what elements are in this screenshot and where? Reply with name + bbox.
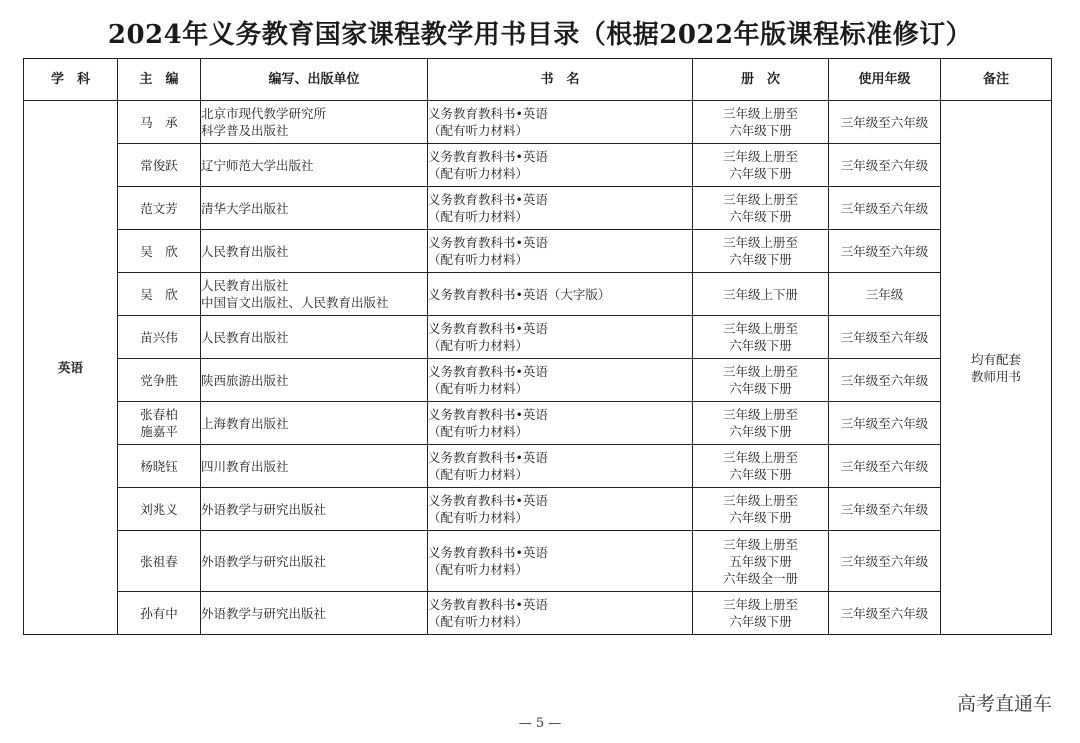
book-title-cell-line: （配有听力材料）: [428, 510, 529, 525]
table-row: [24, 273, 1052, 316]
volume-cell: [693, 402, 829, 445]
publisher-cell: [201, 445, 428, 488]
book-title-cell: [428, 592, 693, 635]
book-title-cell: [428, 187, 693, 230]
publisher-cell: [201, 531, 428, 592]
publisher-cell: [201, 402, 428, 445]
editor-cell-line: 杨晓钰: [140, 458, 178, 474]
book-title-cell-line: （配有听力材料）: [428, 252, 529, 267]
grade-cell: 三年级至六年级: [829, 187, 941, 230]
book-title-cell-line: （配有听力材料）: [428, 467, 529, 482]
editor-cell: [118, 273, 201, 316]
book-title-cell-line: （配有听力材料）: [428, 209, 529, 224]
book-title-cell: [428, 402, 693, 445]
volume-cell-line: 六年级全一册: [722, 570, 798, 586]
editor-cell: [118, 230, 201, 273]
editor-cell: [118, 101, 201, 144]
editor-cell-line: 吴 欣: [140, 286, 178, 302]
subject-cell: 英语: [24, 101, 118, 635]
editor-cell-line: 范文芳: [140, 200, 178, 216]
publisher-cell-line: 外语教学与研究出版社: [201, 501, 327, 517]
page-title: 2024年义务教育国家课程教学用书目录（根据2022年版课程标准修订）: [107, 20, 973, 50]
editor-cell: [118, 359, 201, 402]
publisher-cell-line: 人民教育出版社: [201, 329, 289, 345]
publisher-cell-line: 陕西旅游出版社: [201, 372, 289, 388]
header-remark: 备注: [941, 59, 1052, 101]
book-title-cell-line: （配有听力材料）: [428, 123, 529, 138]
grade-cell: 三年级至六年级: [829, 592, 941, 635]
header-subject: 学 科: [24, 59, 118, 101]
editor-cell-line: 张春柏: [140, 407, 178, 422]
publisher-cell: [201, 488, 428, 531]
editor-cell-line: 苗兴伟: [140, 329, 178, 345]
volume-cell-line: 六年级下册: [729, 209, 792, 224]
remark-line: 教师用书: [970, 368, 1021, 384]
book-title-cell: [428, 273, 693, 316]
editor-cell-line: 施嘉平: [140, 424, 178, 439]
book-title-cell: [428, 359, 693, 402]
book-title-cell-line: （配有听力材料）: [428, 614, 529, 629]
publisher-cell: [201, 273, 428, 316]
volume-cell-line: 三年级上册至: [722, 536, 798, 552]
remark-cell: [941, 101, 1052, 635]
header-grade: 使用年级: [829, 59, 941, 101]
editor-cell: [118, 445, 201, 488]
book-title-cell-line: 义务教育教科书•英语: [428, 407, 548, 422]
editor-cell: [118, 402, 201, 445]
book-title-cell-line: （配有听力材料）: [428, 562, 529, 577]
editor-cell-line: 常俊跃: [140, 157, 178, 173]
volume-cell-line: 六年级下册: [729, 424, 792, 439]
volume-cell-line: 三年级上册至: [722, 106, 798, 121]
book-title-cell-line: 义务教育教科书•英语: [428, 149, 548, 164]
grade-cell: 三年级至六年级: [829, 531, 941, 592]
volume-cell: [693, 273, 829, 316]
volume-cell-line: 六年级下册: [729, 510, 792, 525]
book-title-cell: [428, 144, 693, 187]
editor-cell-line: 张祖春: [140, 553, 178, 569]
volume-cell-line: 三年级上册至: [722, 192, 798, 207]
volume-cell-line: 三年级上下册: [722, 286, 798, 302]
publisher-cell-line: 外语教学与研究出版社: [201, 605, 327, 621]
book-title-cell: [428, 488, 693, 531]
publisher-cell-line: 科学普及出版社: [201, 123, 289, 138]
book-title-cell-line: 义务教育教科书•英语: [428, 192, 548, 207]
volume-cell: [693, 187, 829, 230]
book-title-cell-line: 义务教育教科书•英语: [428, 493, 548, 508]
volume-cell: [693, 101, 829, 144]
book-title-cell-line: （配有听力材料）: [428, 424, 529, 439]
volume-cell-line: 六年级下册: [729, 166, 792, 181]
publisher-cell-line: 辽宁师范大学出版社: [201, 157, 314, 173]
publisher-cell-line: 北京市现代教学研究所: [201, 106, 327, 121]
editor-cell: [118, 316, 201, 359]
book-title-cell-line: （配有听力材料）: [428, 338, 529, 353]
header-editor: 主 编: [118, 59, 201, 101]
editor-cell-line: 孙有中: [140, 605, 178, 621]
book-title-cell: [428, 101, 693, 144]
publisher-cell-line: 四川教育出版社: [201, 458, 289, 474]
table-row: [24, 230, 1052, 273]
table-row: [24, 101, 1052, 144]
book-title-cell-line: 义务教育教科书•英语: [428, 106, 548, 121]
book-title-cell-line: 义务教育教科书•英语: [428, 545, 548, 560]
book-title-cell-line: 义务教育教科书•英语: [428, 235, 548, 250]
header-volume: 册 次: [693, 59, 829, 101]
table-row: [24, 187, 1052, 230]
publisher-cell: [201, 101, 428, 144]
table-row: [24, 531, 1052, 592]
volume-cell-line: 三年级上册至: [722, 597, 798, 612]
editor-cell: [118, 531, 201, 592]
volume-cell: [693, 592, 829, 635]
publisher-cell: [201, 144, 428, 187]
table-row: [24, 144, 1052, 187]
table-row: [24, 592, 1052, 635]
publisher-cell-line: 中国盲文出版社、人民教育出版社: [201, 295, 389, 310]
volume-cell: [693, 359, 829, 402]
grade-cell: 三年级至六年级: [829, 101, 941, 144]
editor-cell: [118, 488, 201, 531]
volume-cell-line: 六年级下册: [729, 252, 792, 267]
book-title-cell: [428, 316, 693, 359]
volume-cell-line: 六年级下册: [729, 467, 792, 482]
grade-cell: 三年级至六年级: [829, 488, 941, 531]
header-publisher: 编写、出版单位: [201, 59, 428, 101]
page-number: — 5 —: [518, 716, 562, 731]
volume-cell-line: 三年级上册至: [722, 321, 798, 336]
editor-cell-line: 党争胜: [140, 372, 178, 388]
editor-cell: [118, 144, 201, 187]
grade-cell: 三年级至六年级: [829, 316, 941, 359]
grade-cell: 三年级: [829, 273, 941, 316]
publisher-cell: [201, 359, 428, 402]
editor-cell-line: 吴 欣: [140, 243, 178, 259]
publisher-cell-line: 外语教学与研究出版社: [201, 553, 327, 569]
book-title-cell: [428, 230, 693, 273]
grade-cell: 三年级至六年级: [829, 230, 941, 273]
editor-cell-line: 马 承: [140, 114, 178, 130]
volume-cell-line: 六年级下册: [729, 338, 792, 353]
textbook-catalog-table: [23, 58, 1052, 635]
table-row: [24, 359, 1052, 402]
remark-line: 均有配套: [970, 351, 1021, 367]
editor-cell-line: 刘兆义: [140, 501, 178, 517]
table-row: [24, 488, 1052, 531]
volume-cell-line: 三年级上册至: [722, 450, 798, 465]
volume-cell-line: 三年级上册至: [722, 149, 798, 164]
volume-cell-line: 六年级下册: [729, 381, 792, 396]
publisher-cell: [201, 316, 428, 359]
volume-cell: [693, 445, 829, 488]
publisher-cell: [201, 187, 428, 230]
publisher-cell: [201, 230, 428, 273]
table-row: [24, 445, 1052, 488]
header-book-title: 书 名: [428, 59, 693, 101]
table-row: [24, 402, 1052, 445]
publisher-cell: [201, 592, 428, 635]
volume-cell-line: 六年级下册: [729, 614, 792, 629]
book-title-cell-line: 义务教育教科书•英语: [428, 450, 548, 465]
table-header-row: [24, 59, 1052, 101]
book-title-cell-line: 义务教育教科书•英语: [428, 597, 548, 612]
volume-cell: [693, 144, 829, 187]
book-title-cell-line: （配有听力材料）: [428, 381, 529, 396]
table-body: [24, 101, 1052, 635]
publisher-cell-line: 人民教育出版社: [201, 243, 289, 259]
volume-cell-line: 五年级下册: [729, 553, 792, 569]
volume-cell-line: 三年级上册至: [722, 407, 798, 422]
book-title-cell-line: 义务教育教科书•英语: [428, 364, 548, 379]
publisher-cell-line: 清华大学出版社: [201, 200, 289, 216]
book-title-cell: [428, 445, 693, 488]
watermark-text: 高考直通车: [956, 693, 1052, 715]
publisher-cell-line: 人民教育出版社: [201, 278, 289, 293]
grade-cell: 三年级至六年级: [829, 359, 941, 402]
volume-cell: [693, 316, 829, 359]
publisher-cell-line: 上海教育出版社: [201, 415, 289, 431]
editor-cell: [118, 187, 201, 230]
grade-cell: 三年级至六年级: [829, 402, 941, 445]
volume-cell-line: 三年级上册至: [722, 493, 798, 508]
volume-cell-line: 六年级下册: [729, 123, 792, 138]
volume-cell: [693, 230, 829, 273]
volume-cell: [693, 488, 829, 531]
volume-cell: [693, 531, 829, 592]
volume-cell-line: 三年级上册至: [722, 364, 798, 379]
book-title-cell-line: 义务教育教科书•英语（大字版）: [428, 286, 611, 302]
grade-cell: 三年级至六年级: [829, 144, 941, 187]
book-title-cell-line: （配有听力材料）: [428, 166, 529, 181]
book-title-cell: [428, 531, 693, 592]
grade-cell: 三年级至六年级: [829, 445, 941, 488]
table-row: [24, 316, 1052, 359]
volume-cell-line: 三年级上册至: [722, 235, 798, 250]
editor-cell: [118, 592, 201, 635]
book-title-cell-line: 义务教育教科书•英语: [428, 321, 548, 336]
